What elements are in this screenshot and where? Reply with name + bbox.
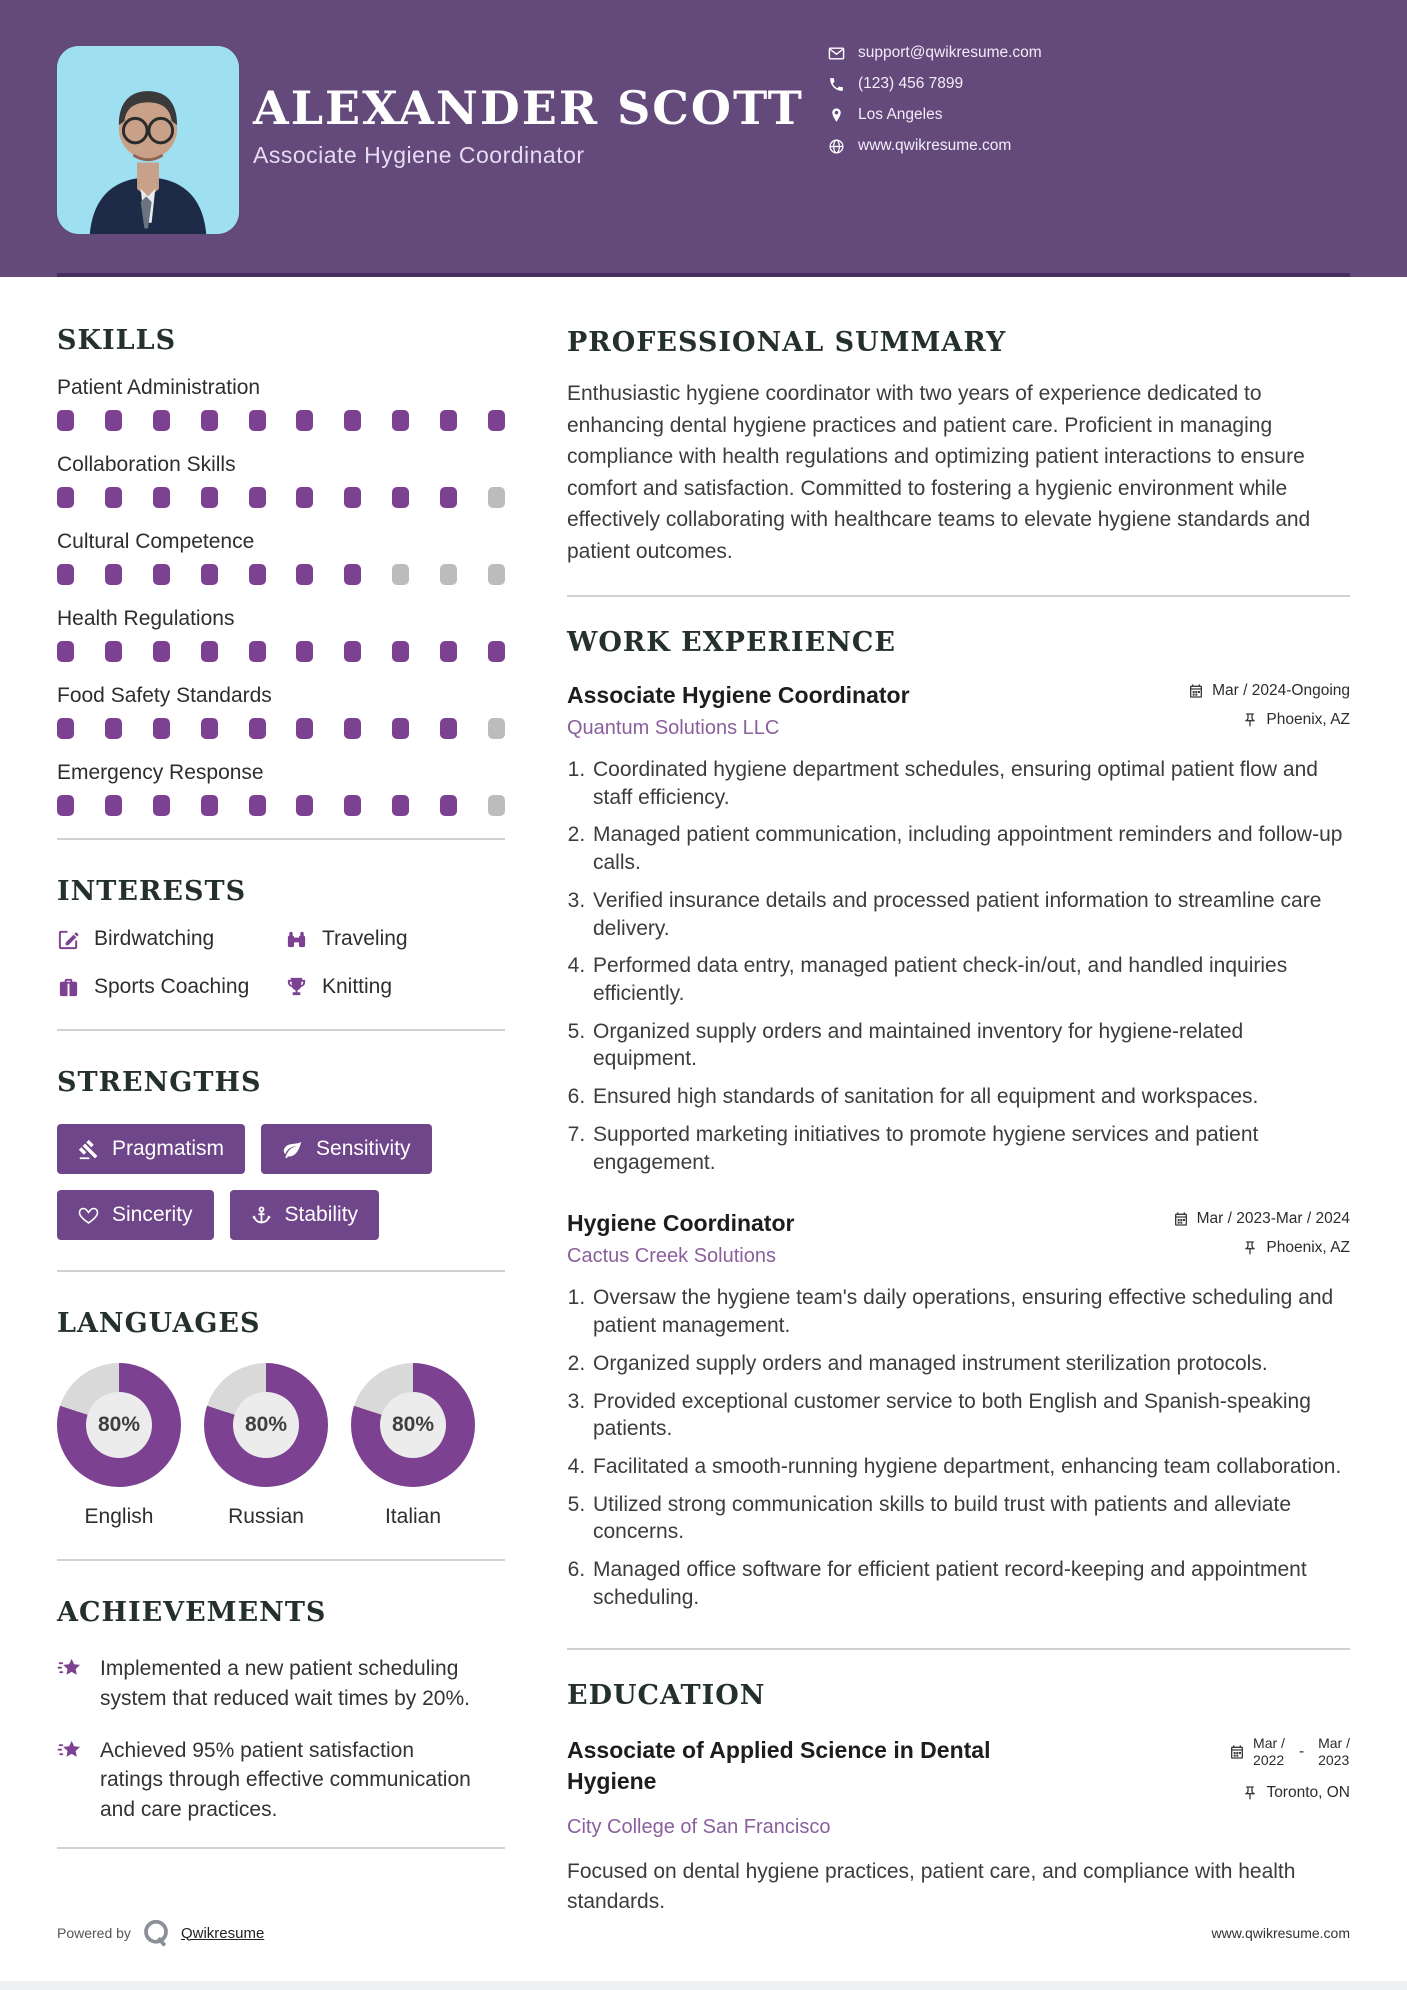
job-bullet: 6. Managed office software for efficient patient record-keeping and appointment scheduling.	[591, 1556, 1350, 1611]
skill-dot	[392, 641, 409, 662]
profile-photo	[57, 46, 239, 234]
phone-icon	[828, 76, 845, 93]
language-label: Russian	[228, 1505, 304, 1528]
interests-heading: INTERESTS	[57, 876, 247, 907]
skill-dot	[344, 718, 361, 739]
job-company: Quantum Solutions LLC	[567, 717, 780, 739]
achievements-list	[57, 1654, 505, 1825]
strength-pill	[57, 1124, 245, 1174]
skill-dot	[105, 410, 122, 431]
job-bullet: 3. Verified insurance details and processed patient information to streamline care delivery.	[591, 887, 1350, 942]
section-divider	[57, 1270, 505, 1272]
interest-item	[57, 975, 285, 999]
skill-dot	[201, 487, 218, 508]
job-title: Associate Hygiene Coordinator	[567, 682, 910, 708]
job-dates-text: Mar / 2023-Mar / 2024	[1196, 1210, 1350, 1228]
avatar-illustration	[57, 46, 239, 234]
skills-heading: SKILLS	[57, 325, 177, 356]
skill-dot	[488, 718, 505, 739]
skill-dot	[153, 487, 170, 508]
skill-dot	[296, 410, 313, 431]
skill-item	[57, 530, 505, 585]
languages-heading: LANGUAGES	[57, 1308, 261, 1339]
skill-dot	[296, 641, 313, 662]
skill-dot	[440, 487, 457, 508]
contact-text: (123) 456 7899	[858, 75, 964, 92]
language-donut-chart	[351, 1363, 475, 1487]
section-divider	[57, 1559, 505, 1561]
skill-dot	[440, 410, 457, 431]
job-title: Hygiene Coordinator	[567, 1210, 795, 1237]
contact-row	[828, 75, 1042, 93]
job-bullet: 5. Utilized strong communication skills to build trust with patients and alleviate concerns.	[591, 1491, 1350, 1546]
job-bullet: 5. Organized supply orders and maintained inventory for hygiene-related equipment.	[591, 1018, 1350, 1073]
education-school: City College of San Francisco	[567, 1815, 831, 1838]
skill-dot	[57, 641, 74, 662]
job-company: Cactus Creek Solutions	[567, 1245, 776, 1268]
job-bullet: 2. Managed patient communication, including appointment reminders and follow-up calls.	[591, 821, 1350, 876]
shooting-star-icon	[57, 1738, 84, 1765]
interest-label: Knitting	[322, 975, 393, 998]
skill-dot	[296, 564, 313, 585]
right-column	[567, 277, 1350, 1917]
education-date-end-month: Mar /	[1318, 1734, 1350, 1751]
skill-label: Cultural Competence	[57, 530, 255, 553]
contact-text: support@qwikresume.com	[858, 44, 1042, 61]
summary-text: Enthusiastic hygiene coordinator with two years of experience dedicated to enhancing dental hygiene practices and patient care. Proficient in managing compliance with health regulations and optimizing patient interactions to ensure comfort and satisfaction. Committed to fostering a hygienic environment while effectively collaborating with healthcare teams to elevate hygiene standards and patient outcomes.	[567, 382, 1311, 563]
leaf-icon	[282, 1139, 303, 1160]
skill-dot	[440, 718, 457, 739]
language-donut-chart	[204, 1363, 328, 1487]
skill-dot	[249, 564, 266, 585]
skill-dot	[440, 641, 457, 662]
skill-dot	[344, 487, 361, 508]
job-header-left	[567, 682, 910, 740]
job-entry	[567, 1210, 1350, 1611]
skill-dot	[488, 795, 505, 816]
language-percent: 80%	[380, 1392, 446, 1458]
skill-dot	[488, 641, 505, 662]
briefcase-icon	[57, 976, 80, 999]
job-bullet: 1. Coordinated hygiene department schedules, ensuring optimal patient flow and staff efficiency.	[591, 756, 1350, 811]
skill-dot	[392, 410, 409, 431]
education-date-start-year: 2022	[1253, 1752, 1285, 1769]
education-degree: Associate of Applied Science in Dental Hygiene	[567, 1736, 991, 1794]
strength-pill	[57, 1190, 214, 1240]
skills-list	[57, 376, 505, 816]
language-item	[351, 1363, 475, 1529]
skill-dot	[344, 641, 361, 662]
calendar-icon	[1173, 1211, 1189, 1227]
languages-list	[57, 1363, 505, 1529]
anchor-icon	[251, 1205, 272, 1226]
strength-pill	[261, 1124, 432, 1174]
globe-icon	[828, 138, 845, 155]
interest-item	[285, 927, 505, 951]
skill-dot	[344, 410, 361, 431]
skill-dot	[201, 641, 218, 662]
skill-dot	[105, 564, 122, 585]
skill-dot	[57, 718, 74, 739]
job-bullet: 4. Performed data entry, managed patient check-in/out, and handled inquiries efficiently.	[591, 952, 1350, 1007]
skill-dots	[57, 718, 505, 739]
achievement-item	[57, 1654, 505, 1714]
location-icon	[828, 107, 845, 124]
strengths-heading: STRENGTHS	[57, 1067, 262, 1098]
job-bullet: 6. Ensured high standards of sanitation for all equipment and workspaces.	[591, 1083, 1350, 1111]
job-dates	[1188, 682, 1350, 700]
job-header-left	[567, 1210, 794, 1268]
gavel-icon	[78, 1139, 99, 1160]
strength-label: Sincerity	[112, 1203, 193, 1226]
skill-label: Food Safety Standards	[57, 684, 272, 707]
pin-icon	[1242, 1240, 1258, 1256]
skill-dot	[249, 641, 266, 662]
strengths-list	[57, 1124, 505, 1240]
language-label: English	[84, 1505, 154, 1528]
edit-icon	[57, 928, 80, 951]
language-item	[204, 1363, 328, 1529]
job-meta	[1188, 682, 1350, 729]
shooting-star-icon	[57, 1656, 84, 1683]
skill-dot	[105, 718, 122, 739]
pin-icon	[1242, 712, 1258, 728]
skill-dot	[440, 795, 457, 816]
skill-dot	[57, 410, 74, 431]
job-dates	[1173, 1210, 1350, 1228]
skill-dot	[296, 718, 313, 739]
language-label: Italian	[384, 1505, 442, 1528]
skill-dot	[488, 487, 505, 508]
skill-dots	[57, 641, 505, 662]
skill-dot	[392, 718, 409, 739]
skill-dots	[57, 410, 505, 431]
skill-dot	[153, 795, 170, 816]
skill-dot	[296, 487, 313, 508]
job-bullet: 2. Organized supply orders and managed instrument sterilization protocols.	[591, 1350, 1350, 1378]
skill-dot	[153, 410, 170, 431]
skill-dot	[57, 487, 74, 508]
skill-dot	[153, 641, 170, 662]
person-title: Associate Hygiene Coordinator	[253, 142, 585, 169]
calendar-icon	[1188, 683, 1204, 699]
pin-icon	[1242, 1785, 1258, 1801]
skill-dot	[392, 795, 409, 816]
strength-label: Sensitivity	[316, 1137, 411, 1160]
skill-dots	[57, 564, 505, 585]
achievements-heading: ACHIEVEMENTS	[57, 1597, 327, 1628]
strength-label: Pragmatism	[112, 1137, 225, 1160]
interest-item	[285, 975, 505, 999]
skill-dot	[105, 641, 122, 662]
skill-dot	[105, 487, 122, 508]
skill-dot	[153, 718, 170, 739]
skill-label: Patient Administration	[57, 376, 261, 399]
skill-dot	[344, 564, 361, 585]
job-bullet: 3. Provided exceptional customer service to both English and Spanish-speaking patients.	[591, 1388, 1350, 1443]
skill-dot	[344, 795, 361, 816]
contact-row[interactable]	[828, 137, 1042, 155]
experience-heading: WORK EXPERIENCE	[567, 627, 896, 658]
interests-list	[57, 927, 505, 999]
education-heading: EDUCATION	[567, 1679, 766, 1711]
skill-dot	[488, 410, 505, 431]
skill-dot	[201, 718, 218, 739]
bottom-strip	[0, 1981, 1407, 1990]
skill-item	[57, 684, 505, 739]
skill-dots	[57, 795, 505, 816]
skill-dot	[153, 564, 170, 585]
language-item	[57, 1363, 181, 1529]
skill-dot	[201, 795, 218, 816]
skill-label: Collaboration Skills	[57, 453, 236, 476]
section-divider	[57, 838, 505, 840]
skill-dot	[57, 564, 74, 585]
skill-dot	[440, 564, 457, 585]
language-percent: 80%	[86, 1392, 152, 1458]
contact-row	[828, 106, 1042, 124]
section-divider	[57, 1847, 505, 1849]
skill-item	[57, 607, 505, 662]
job-header	[567, 1210, 1350, 1268]
job-entry	[567, 682, 1350, 1176]
language-donut-chart	[57, 1363, 181, 1487]
header	[0, 0, 1407, 277]
heart-icon	[78, 1205, 99, 1226]
job-bullet: 4. Facilitated a smooth-running hygiene department, enhancing team collaboration.	[591, 1453, 1350, 1481]
skill-item	[57, 453, 505, 508]
trophy-icon	[285, 976, 308, 999]
achievement-text: Achieved 95% patient satisfaction ratings through effective communication and care practices.	[100, 1738, 471, 1822]
job-dates-text: Mar / 2024-Ongoing	[1212, 682, 1350, 699]
education-dates	[1229, 1735, 1350, 1770]
interest-label: Birdwatching	[94, 927, 215, 950]
skill-item	[57, 376, 505, 431]
skill-dot	[392, 564, 409, 585]
skill-dot	[249, 487, 266, 508]
job-location-text: Phoenix, AZ	[1266, 1239, 1350, 1257]
skill-dot	[392, 487, 409, 508]
date-dash: -	[1298, 1743, 1305, 1761]
skill-label: Emergency Response	[57, 761, 264, 784]
education-description: Focused on dental hygiene practices, patient care, and compliance with health standards.	[567, 1859, 1296, 1913]
interest-label: Traveling	[322, 927, 408, 950]
job-location-text: Phoenix, AZ	[1266, 711, 1350, 728]
skill-dot	[105, 795, 122, 816]
powered-by-label: Powered by	[57, 1925, 131, 1941]
contact-text: www.qwikresume.com	[858, 137, 1012, 154]
footer-site-url[interactable]: www.qwikresume.com	[1211, 1925, 1350, 1941]
language-percent: 80%	[233, 1392, 299, 1458]
job-meta	[1173, 1210, 1350, 1257]
job-bullet: 7. Supported marketing initiatives to promote hygiene services and patient engagement.	[591, 1121, 1350, 1176]
achievement-item	[57, 1736, 505, 1825]
section-divider	[567, 595, 1350, 597]
skill-dot	[249, 410, 266, 431]
job-bullets	[567, 1284, 1350, 1611]
left-column	[57, 277, 505, 1885]
contact-row[interactable]	[828, 44, 1042, 62]
section-divider	[567, 1648, 1350, 1650]
skill-dot	[57, 795, 74, 816]
job-location	[1242, 711, 1350, 729]
job-location	[1242, 1239, 1350, 1257]
achievement-text: Implemented a new patient scheduling system that reduced wait times by 20%.	[100, 1657, 470, 1710]
footer	[57, 1918, 1350, 1948]
section-divider	[57, 1029, 505, 1031]
job-header	[567, 682, 1350, 740]
strength-label: Stability	[284, 1203, 359, 1226]
skill-dots	[57, 487, 505, 508]
skill-dot	[249, 795, 266, 816]
education-date-end-year: 2023	[1318, 1752, 1350, 1769]
skill-dot	[201, 410, 218, 431]
qwikresume-link[interactable]: Qwikresume	[180, 1924, 265, 1942]
skill-dot	[488, 564, 505, 585]
contact-text: Los Angeles	[858, 106, 943, 123]
skill-dot	[296, 795, 313, 816]
contact-list	[828, 44, 1042, 155]
mail-icon	[828, 45, 845, 62]
skill-dot	[249, 718, 266, 739]
person-name: ALEXANDER SCOTT	[253, 81, 804, 135]
calendar-icon	[1229, 1744, 1245, 1760]
interest-item	[57, 927, 285, 951]
binoculars-icon	[285, 928, 308, 951]
job-bullets	[567, 756, 1350, 1176]
job-bullet: 1. Oversaw the hygiene team's daily operations, ensuring effective scheduling and patient management.	[591, 1284, 1350, 1339]
jobs-list	[567, 682, 1350, 1612]
skill-item	[57, 761, 505, 816]
header-underline	[57, 273, 1350, 277]
skill-dot	[201, 564, 218, 585]
education-date-start-month: Mar /	[1253, 1734, 1285, 1751]
skill-label: Health Regulations	[57, 607, 235, 630]
education-location: Toronto, ON	[1242, 1784, 1350, 1802]
qwikresume-logo-icon	[141, 1918, 171, 1948]
summary-heading: PROFESSIONAL SUMMARY	[567, 327, 1007, 358]
strength-pill	[230, 1190, 380, 1240]
interest-label: Sports Coaching	[94, 975, 250, 998]
